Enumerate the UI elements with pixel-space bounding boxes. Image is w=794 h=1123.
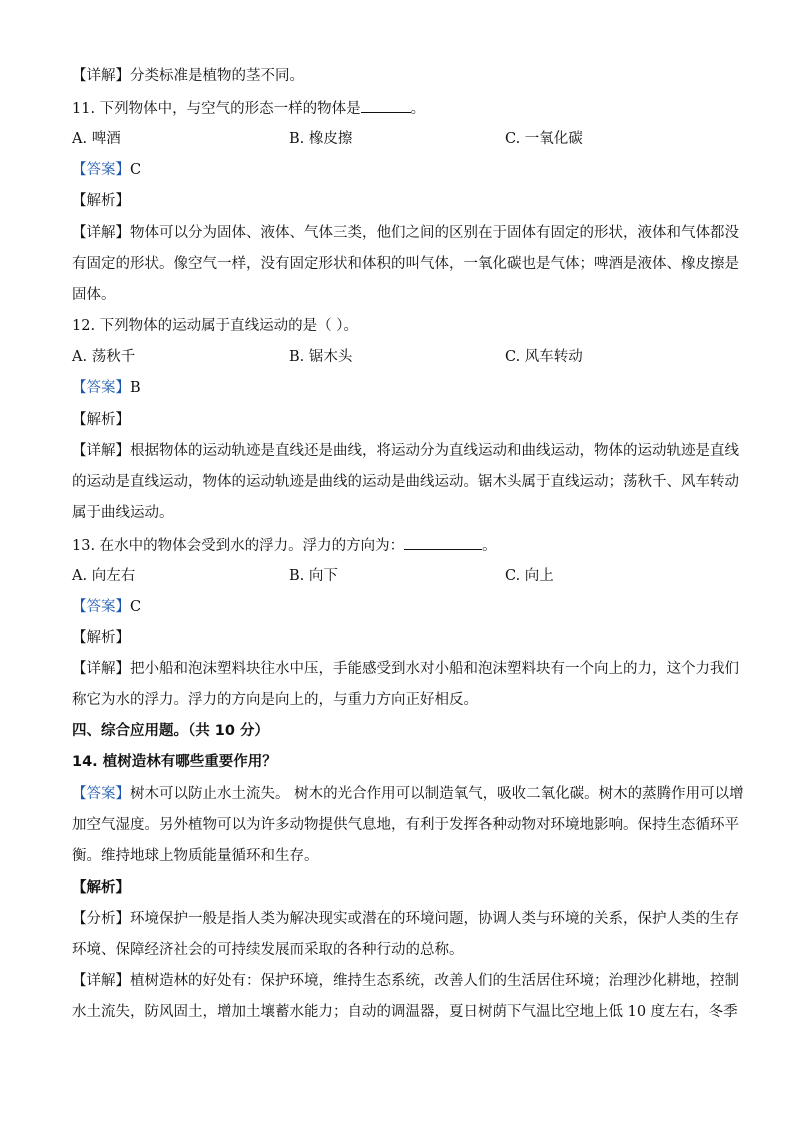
detail-tag: 【详解】 <box>72 973 130 989</box>
detail-line: 水土流失，防风固土，增加土壤蓄水能力；自动的调温器，夏日树荫下气温比空地上低 10 度左右，冬季 <box>72 1004 738 1020</box>
detail-line: 有固定的形状。像空气一样，没有固定形状和体积的叫气体，一氧化碳也是气体；啤酒是液体、橡皮擦是 <box>72 256 739 272</box>
detail-text: 分类标准是植物的茎不同。 <box>130 68 304 84</box>
detail-line: 【详解】物体可以分为固体、液体、气体三类，他们之间的区别在于固体有固定的形状，液体和气体都没 <box>72 225 739 241</box>
option-c: C. 一氧化碳 <box>505 131 583 147</box>
detail-tag: 【详解】 <box>72 68 130 84</box>
answer-tag: 【答案】 <box>72 162 130 178</box>
detail-line: 的运动是直线运动，物体的运动轨迹是曲线的运动是曲线运动。锯木头属于直线运动；荡秋千、风车转动 <box>72 474 739 490</box>
option-c: C. 风车转动 <box>505 349 583 365</box>
detail-tag: 【详解】 <box>72 661 130 677</box>
question-14: 14. 植树造林有哪些重要作用？ <box>72 754 277 770</box>
option-b: B. 锯木头 <box>289 349 353 365</box>
analysis-tag: 【解析】 <box>72 412 130 428</box>
detail-line: 固体。 <box>72 287 116 303</box>
analysis-line: 【分析】环境保护一般是指人类为解决现实或潜在的环境问题，协调人类与环境的关系，保护人类的生存 <box>72 911 739 927</box>
analysis-sub-tag: 【分析】 <box>72 911 130 927</box>
answer-blank <box>361 98 411 113</box>
option-c: C. 向上 <box>505 568 554 584</box>
answer-line <box>72 160 141 180</box>
question-13: 13. 在水中的物体会受到水的浮力。浮力的方向为： 。 <box>72 535 497 556</box>
question-11: 11. 下列物体中，与空气的形态一样的物体是 。 <box>72 98 425 119</box>
option-b: B. 向下 <box>289 568 338 584</box>
option-a: A. 荡秋千 <box>72 349 136 365</box>
answer-line: 衡。维持地球上物质能量循环和生存。 <box>72 848 319 864</box>
answer-blank <box>404 535 482 550</box>
analysis-line: 环境、保障经济社会的可持续发展而采取的各种行动的总称。 <box>72 942 464 958</box>
detail-tag: 【详解】 <box>72 443 130 459</box>
answer-line: 加空气湿度。另外植物可以为许多动物提供气息地，有利于发挥各种动物对环境地影响。保持生态循环平 <box>72 817 739 833</box>
answer-line <box>72 378 141 398</box>
answer-tag: 【答案】 <box>72 599 130 615</box>
answer-tag: 【答案】 <box>72 786 130 802</box>
detail-line: 【详解】植树造林的好处有：保护环境，维持生态系统，改善人们的生活居住环境；治理沙化耕地，控制 <box>72 973 739 989</box>
detail-line: 【详解】把小船和泡沫塑料块往水中压，手能感受到水对小船和泡沫塑料块有一个向上的力，这个力我们 <box>72 661 739 677</box>
detail-line <box>72 66 304 86</box>
option-b: B. 橡皮擦 <box>289 131 353 147</box>
section-heading: 四、综合应用题。（共 10 分） <box>72 723 270 739</box>
answer-tag: 【答案】 <box>72 380 130 396</box>
detail-line: 称它为水的浮力。浮力的方向是向上的，与重力方向正好相反。 <box>72 692 478 708</box>
answer-value: B <box>130 380 141 396</box>
answer-value: C <box>130 599 142 615</box>
answer-line: 【答案】树木可以防止水土流失。 树木的光合作用可以制造氧气，吸收二氧化碳。树木的蒸腾作用可以增 <box>72 786 744 802</box>
detail-line: 属于曲线运动。 <box>72 505 174 521</box>
detail-line: 【详解】根据物体的运动轨迹是直线还是曲线，将运动分为直线运动和曲线运动，物体的运动轨迹是直线 <box>72 443 739 459</box>
analysis-tag: 【解析】 <box>72 880 130 896</box>
question-12: 12. 下列物体的运动属于直线运动的是（ ）。 <box>72 318 359 334</box>
option-a: A. 向左右 <box>72 568 136 584</box>
answer-value: C <box>130 162 142 178</box>
option-a: A. 啤酒 <box>72 131 121 147</box>
analysis-tag: 【解析】 <box>72 193 130 209</box>
answer-line <box>72 597 141 617</box>
detail-tag: 【详解】 <box>72 225 130 241</box>
analysis-tag: 【解析】 <box>72 630 130 646</box>
